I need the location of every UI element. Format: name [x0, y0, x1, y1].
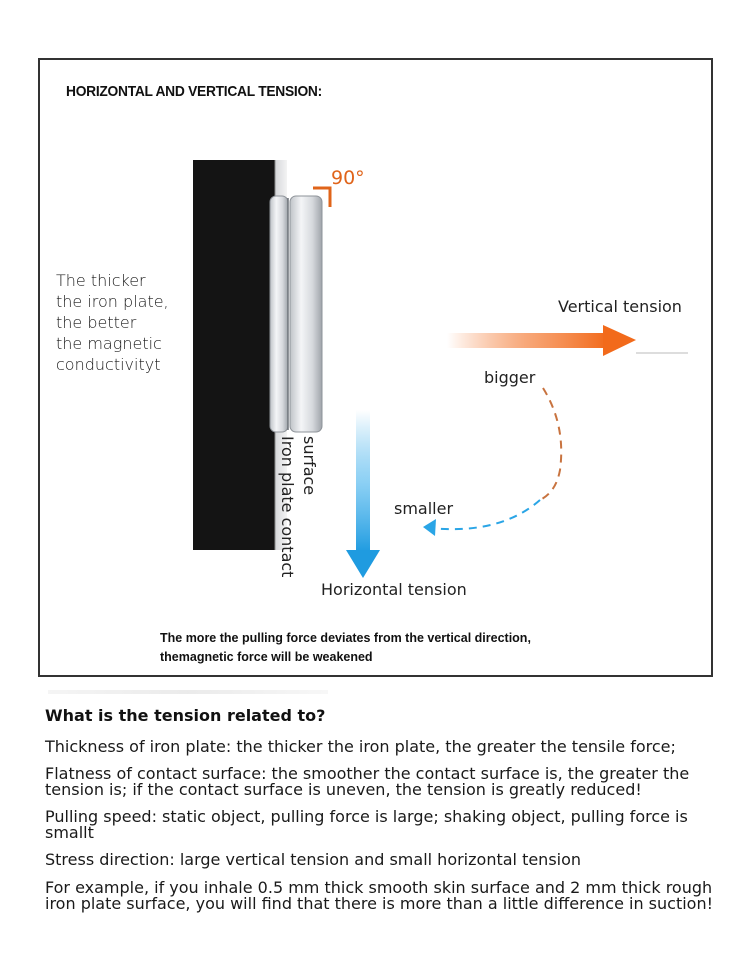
horizontal-tension-arrowhead — [346, 550, 380, 578]
horizontal-tension-label: Horizontal tension — [321, 580, 467, 599]
left-note-line: the iron plate, — [56, 292, 169, 311]
surface-label: surface — [300, 436, 319, 496]
bigger-label: bigger — [484, 368, 536, 387]
paragraph-example: For example, if you inhale 0.5 mm thick smooth skin surface and 2 mm thick rough iron plate surface, you will find that there is more than a little difference in suction! — [45, 878, 714, 913]
angle-label: 90° — [331, 167, 365, 189]
iron-plate-board — [193, 160, 275, 550]
vertical-tension-arrow-shaft — [447, 333, 607, 348]
divider — [48, 690, 328, 694]
vertical-tension-arrowhead — [603, 325, 636, 356]
section-title: What is the tension related to? — [45, 706, 326, 725]
horizontal-tension-arrow-shaft — [356, 410, 370, 552]
paragraph-speed: Pulling speed: static object, pulling force is large; shaking object, pulling force is smallt — [45, 807, 688, 842]
bottom-note-line: The more the pulling force deviates from the vertical direction, — [160, 631, 531, 645]
left-note-line: The thicker — [56, 271, 146, 290]
paragraph-direction: Stress direction: large vertical tension and small horizontal tension — [45, 850, 582, 869]
vertical-tension-label: Vertical tension — [558, 297, 682, 316]
left-note — [56, 270, 169, 375]
dashed-curve-orange — [540, 388, 561, 500]
left-note-line: conductivityt — [56, 355, 161, 374]
paragraph-thickness: Thickness of iron plate: the thicker the iron plate, the greater the tensile force; — [45, 737, 676, 756]
left-note-line: the better — [56, 313, 137, 332]
bottom-note — [160, 629, 531, 667]
bottom-note-line: themagnetic force will be weakened — [160, 650, 373, 664]
magnet-left — [270, 196, 288, 432]
smaller-label: smaller — [394, 499, 454, 518]
dashed-arrowhead-icon — [423, 519, 436, 536]
diagram-title: HORIZONTAL AND VERTICAL TENSION: — [66, 83, 322, 100]
left-note-line: the magnetic — [56, 334, 162, 353]
magnet-right — [290, 196, 322, 432]
paragraph-flatness: Flatness of contact surface: the smoother the contact surface is, the greater the tension is; if the contact surface is uneven, the tension is greatly reduced! — [45, 764, 690, 799]
iron-plate-contact-label: Iron plate contact — [278, 436, 297, 578]
